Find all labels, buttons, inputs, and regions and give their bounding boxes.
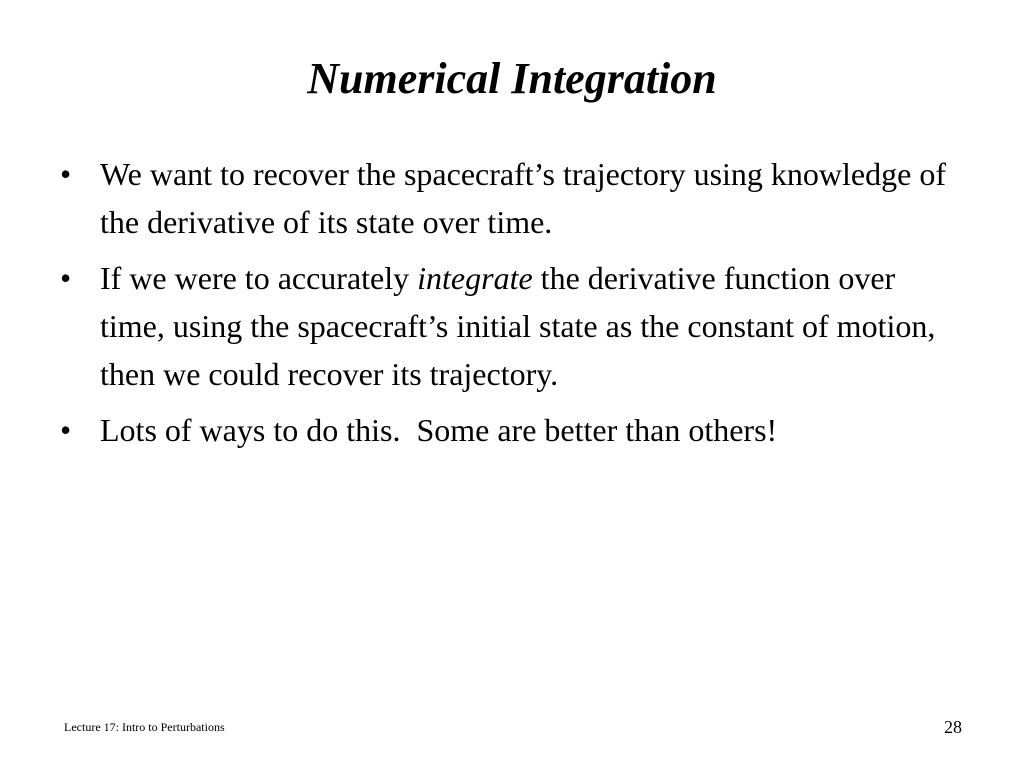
bullet-marker: • <box>60 412 72 448</box>
bullet-text: Lots of ways to do this. Some are better than others! <box>100 412 778 448</box>
bullet-text: We want to recover the spacecraft’s trajectory using knowledge of the derivative of its state over time. <box>100 156 946 240</box>
bullet-marker: • <box>60 260 72 296</box>
emphasis-integrate: integrate <box>417 260 533 296</box>
bullet-text-start: If we were to accurately <box>100 260 418 296</box>
bullet-marker: • <box>60 156 72 192</box>
bullet-text-end: the derivative function over time, using the spacecraft’s initial state as the constant of motion, then we could recover its trajectory. <box>100 260 936 392</box>
bullet-item-3 <box>58 406 958 454</box>
bullet-item-1 <box>58 150 958 246</box>
bullet-list <box>58 150 958 462</box>
bullet-item-2 <box>58 254 958 398</box>
footer-lecture-title: Lecture 17: Intro to Perturbations <box>64 720 225 734</box>
slide-title: Numerical Integration <box>307 54 717 103</box>
page-number: 28 <box>944 717 962 737</box>
